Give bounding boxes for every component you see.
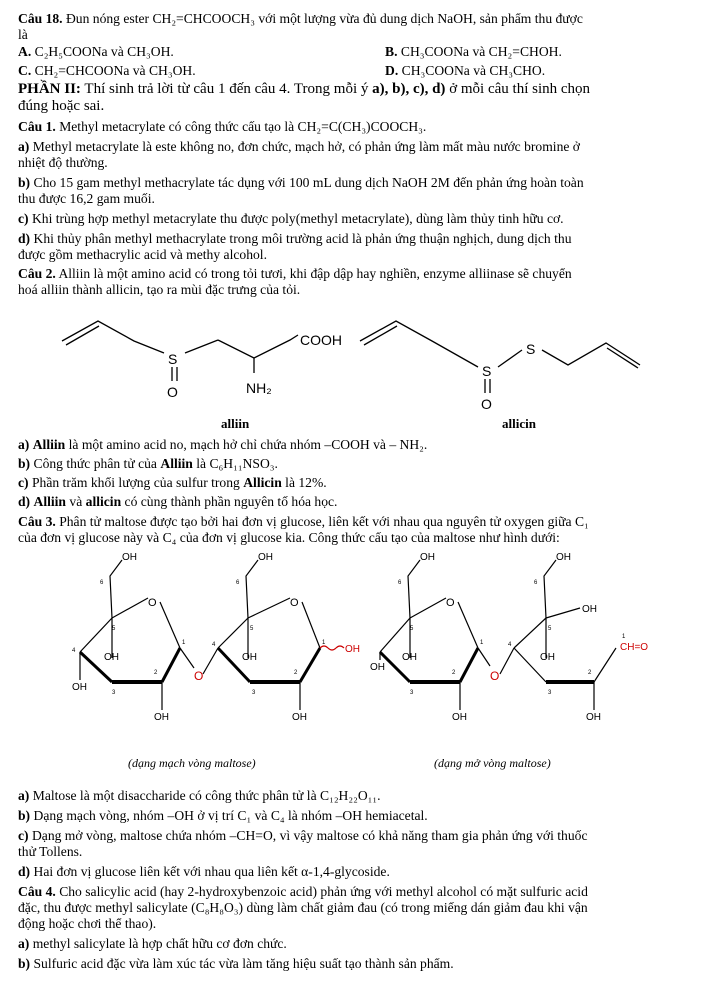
glycosidic-o-open: O (490, 669, 500, 683)
item-text: có cùng thành phần nguyên tố hóa học. (124, 494, 338, 509)
allicin-o-atom: O (481, 396, 492, 412)
allicin-s1-atom: S (482, 363, 492, 379)
item-text: Methyl metacrylate là este không no, đơn chức, mạch hở, có phản ứng làm mất màu nước bromine ở (32, 139, 580, 154)
q1-item-d[interactable] (18, 231, 708, 246)
q2-text: Alliin là một amino acid có trong tỏi tươi, khi đập dập hay nghiền, enzyme alliinase sẽ chuyển (58, 266, 572, 281)
q2-stem (18, 266, 708, 281)
c5-num-left: 5 (112, 626, 116, 632)
item-letter: b) (18, 808, 31, 823)
glycosidic-o: O (194, 669, 204, 683)
q2-number: Câu 2. (18, 266, 56, 281)
c2-num-right: 2 (294, 670, 298, 676)
part2-abcd: a), b), c), d) (372, 81, 446, 97)
q4-text: Cho salicylic acid (hay 2-hydroxybenzoic acid) phản ứng với methyl alcohol có mặt sulfuric acid (59, 884, 588, 899)
item-letter: b) (18, 456, 31, 471)
c6-num-open-left: 6 (398, 580, 402, 586)
q3-stem (18, 514, 708, 529)
caption-open: (dạng mở vòng maltose) (434, 756, 551, 770)
c6-num-right: 6 (236, 580, 240, 586)
c1-num-left: 1 (182, 640, 186, 646)
q1-item-d-line2: được gồm methacrylic acid và methy alcohol. (18, 247, 267, 262)
item-text: là C₆H₁₁NSO₃. (196, 456, 278, 471)
oh-c3-right: OH (242, 652, 257, 663)
ring-o-left: O (148, 597, 157, 609)
q3-text: Phân tử maltose được tạo bởi hai đơn vị glucose, liên kết với nhau qua nguyên tử oxygen giữa C₁ (59, 514, 589, 529)
oh-c1-hemiacetal: OH (345, 644, 360, 655)
oh-c2-open-right: OH (586, 712, 601, 723)
q4-item-a[interactable] (18, 936, 708, 951)
c3-num-right: 3 (252, 690, 256, 696)
item-letter: d) (18, 494, 31, 509)
q18-stem (18, 11, 708, 26)
caption-cyclic: (dạng mạch vòng maltose) (128, 756, 256, 770)
item-letter: b) (18, 175, 31, 190)
maltose-open-structure (0, 548, 721, 748)
q1-item-a[interactable] (18, 139, 708, 154)
allicin-label: allicin (502, 416, 536, 431)
item-bold: Alliin (160, 456, 193, 471)
item-text: Maltose là một disaccharide có công thức phân tử là C₁₂H₂₂O₁₁. (32, 788, 381, 803)
q4-stem (18, 884, 708, 899)
oh-c4-left: OH (72, 682, 87, 693)
q2-item-d[interactable] (18, 494, 708, 509)
q18-stem-line2: là (18, 27, 28, 42)
part2-heading-line2: đúng hoặc sai. (18, 98, 105, 114)
option-text: CH₃COONa và CH₂=CHOH. (400, 44, 562, 59)
option-letter: D. (385, 63, 399, 78)
alliin-s-atom: S (168, 351, 178, 367)
q18-option-c[interactable] (18, 63, 196, 78)
item-text: là 12%. (285, 475, 327, 490)
oh-c2-left: OH (154, 712, 169, 723)
q1-item-c[interactable] (18, 211, 708, 226)
q3-item-c[interactable] (18, 828, 708, 843)
oh-c4-open: OH (370, 662, 385, 673)
item-mid: và (69, 494, 83, 509)
item-text: Khi trùng hợp methyl metacrylate thu được poly(methyl metacrylate), dùng làm thủy tinh hữu cơ. (31, 211, 564, 226)
item-letter: a) (18, 788, 30, 803)
item-letter: c) (18, 475, 29, 490)
item-letter: d) (18, 231, 31, 246)
part2-text-b: ở mỗi câu thí sinh chọn (449, 81, 591, 97)
c1-num-right: 1 (322, 640, 326, 646)
q3-item-b[interactable] (18, 808, 708, 823)
item-letter: a) (18, 139, 30, 154)
c3-num-open-right: 3 (548, 690, 552, 696)
item-bold: Alliin (32, 437, 66, 452)
oh-c6-open-right: OH (556, 552, 571, 563)
c4-num-right: 4 (212, 642, 216, 648)
part2-text: Thí sinh trả lời từ câu 1 đến câu 4. Trong mỗi ý (84, 81, 369, 97)
q2-item-c[interactable] (18, 475, 708, 490)
q3-number: Câu 3. (18, 514, 56, 529)
oh-c3-left: OH (104, 652, 119, 663)
item-pre: Công thức phân tử của (33, 456, 157, 471)
c6-num-left: 6 (100, 580, 104, 586)
allicin-structure (0, 295, 721, 435)
alliin-nh2-group: NH₂ (246, 380, 272, 396)
q18-option-b[interactable] (385, 44, 562, 59)
aldehyde-group: CH=O (620, 642, 649, 653)
c1-num-open-left: 1 (480, 640, 484, 646)
item-text: methyl salicylate là hợp chất hữu cơ đơn chức. (32, 936, 287, 951)
q1-stem (18, 119, 708, 134)
oh-c3-open-left: OH (402, 652, 417, 663)
q3-item-d[interactable] (18, 864, 708, 879)
oh-c6-right: OH (258, 552, 273, 563)
item-text: Khi thủy phân methyl methacrylate trong môi trường acid là phản ứng thuận nghịch, dung dịch thu (33, 231, 572, 246)
q3-item-a[interactable] (18, 788, 708, 803)
item-text: Sulfuric acid đặc vừa làm xúc tác vừa làm tăng hiệu suất tạo thành sản phẩm. (33, 956, 454, 971)
item-text: là một amino acid no, mạch hở chỉ chứa nhóm –COOH và – NH₂. (68, 437, 428, 452)
item-letter: a) (18, 437, 30, 452)
q4-stem-line2: đặc, thu được methyl salicylate (C₈H₈O₃) dùng làm chất giảm đau (có trong miếng dán giảm đau khi vận (18, 900, 588, 915)
q3-item-c-line2: thử Tollens. (18, 844, 83, 859)
item-text: Hai đơn vị glucose liên kết với nhau qua liên kết α-1,4-glycoside. (33, 864, 390, 879)
q2-stem-line2: hoá alliin thành allicin, tạo ra mùi đặc trưng của tỏi. (18, 282, 301, 297)
item-text: Cho 15 gam methyl methacrylate tác dụng với 100 mL dung dịch NaOH 2M đến phản ứng hoàn toàn (33, 175, 584, 190)
option-letter: B. (385, 44, 398, 59)
c3-num-left: 3 (112, 690, 116, 696)
q4-item-b[interactable] (18, 956, 708, 971)
item-bold2: allicin (85, 494, 122, 509)
alliin-cooh-group: COOH (300, 332, 342, 348)
c6-num-open-right: 6 (534, 580, 538, 586)
option-letter: C. (18, 63, 32, 78)
q4-number: Câu 4. (18, 884, 56, 899)
c2-num-left: 2 (154, 670, 158, 676)
q2-item-a[interactable] (18, 437, 708, 452)
item-letter: c) (18, 211, 29, 226)
c4-num-left: 4 (72, 648, 76, 654)
oh-c6-left: OH (122, 552, 137, 563)
item-pre: Phần trăm khối lượng của sulfur trong (31, 475, 240, 490)
c4-num-open-right: 4 (508, 642, 512, 648)
ring-o-right: O (290, 597, 299, 609)
c3-num-open-left: 3 (410, 690, 414, 696)
option-letter: A. (18, 44, 32, 59)
q18-number: Câu 18. (18, 11, 63, 26)
item-letter: b) (18, 956, 31, 971)
item-letter: c) (18, 828, 29, 843)
q1-item-b[interactable] (18, 175, 708, 190)
oh-c5-open: OH (582, 604, 597, 615)
oh-c6-open-left: OH (420, 552, 435, 563)
q18-option-d[interactable] (385, 63, 545, 78)
q3-stem-line2: của đơn vị glucose này và C₄ của đơn vị glucose kia. Công thức cấu tạo của maltose như hình dưới: (18, 530, 560, 545)
q1-item-b-line2: thu được 16,2 gam muối. (18, 191, 155, 206)
c2-num-open-left: 2 (452, 670, 456, 676)
c5-num-right: 5 (250, 626, 254, 632)
item-text: Dạng mở vòng, maltose chứa nhóm –CH=O, vì vậy maltose có khả năng tham gia phản ứng với thuốc (31, 828, 588, 843)
part2-heading (18, 82, 708, 97)
option-text: CH₂=CHCOONa và CH₃OH. (34, 63, 196, 78)
q4-stem-line3: động hoặc chơi thể thao). (18, 916, 157, 931)
allicin-s2-atom: S (526, 341, 536, 357)
q1-number: Câu 1. (18, 119, 56, 134)
oh-c2-open-left: OH (452, 712, 467, 723)
option-text: C₂H₅COONa và CH₃OH. (34, 44, 174, 59)
item-letter: d) (18, 864, 31, 879)
c2-num-open-right: 2 (588, 670, 592, 676)
ring-o-open: O (446, 597, 455, 609)
option-text: CH₃COONa và CH₃CHO. (401, 63, 546, 78)
q1-text: Methyl metacrylate có công thức cấu tạo là CH₂=C(CH₃)COOCH₃. (59, 119, 427, 134)
item-bold: Alliin (33, 494, 66, 509)
c5-num-open-left: 5 (410, 626, 414, 632)
q2-item-b[interactable] (18, 456, 708, 471)
q1-item-a-line2: nhiệt độ thường. (18, 155, 108, 170)
alliin-label: alliin (221, 416, 250, 431)
item-bold: Allicin (243, 475, 282, 490)
item-letter: a) (18, 936, 30, 951)
oh-c2-right: OH (292, 712, 307, 723)
item-text: Dạng mạch vòng, nhóm –OH ở vị trí C₁ và C₄ là nhóm –OH hemiacetal. (33, 808, 428, 823)
q18-option-a[interactable] (18, 44, 174, 59)
q18-text: Đun nóng ester CH₂=CHCOOCH₃ với một lượng vừa đủ dung dịch NaOH, sản phẩm thu được (65, 11, 583, 26)
alliin-o-atom: O (167, 384, 178, 400)
c1-num-open-right: 1 (622, 634, 626, 640)
part2-title: PHẦN II: (18, 81, 81, 97)
c5-num-open-right: 5 (548, 626, 552, 632)
oh-c3-open-right: OH (540, 652, 555, 663)
